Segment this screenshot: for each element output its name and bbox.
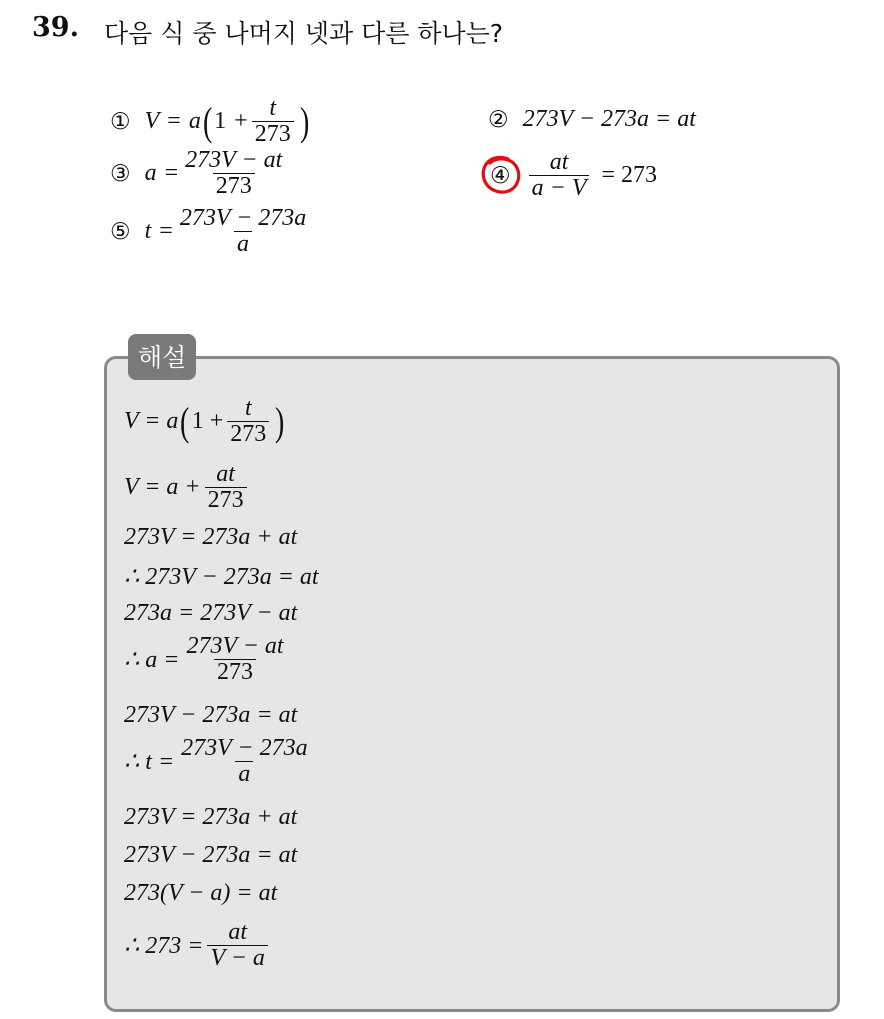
equals-sign: = bbox=[159, 218, 173, 245]
fraction-denominator: 273 bbox=[227, 421, 269, 447]
equals-sign: = bbox=[167, 108, 181, 135]
question-text: 다음 식 중 나머지 넷과 다른 하나는? bbox=[104, 19, 504, 48]
fraction-numerator: at bbox=[216, 461, 235, 487]
fraction-denominator: 273 bbox=[205, 487, 247, 513]
solution-line-12 bbox=[124, 920, 272, 971]
line-lhs: V = a + bbox=[124, 474, 201, 501]
choice-rhs: = 273 bbox=[601, 162, 658, 189]
question-number: 39. bbox=[32, 12, 79, 43]
line-lhs: ∴ a = bbox=[124, 647, 180, 674]
solution-line-6 bbox=[124, 634, 291, 685]
fraction-denominator: V − a bbox=[207, 945, 267, 971]
left-paren: ( bbox=[202, 98, 213, 144]
choice-marker: ④ bbox=[490, 162, 511, 189]
fraction bbox=[529, 150, 590, 201]
solution-line-11 bbox=[124, 880, 277, 907]
solution-line-5 bbox=[124, 600, 297, 627]
line-expression: 273V − 273a = at bbox=[124, 702, 298, 728]
line-expression: 273V = 273a + at bbox=[124, 804, 298, 830]
fraction-numerator: 273V − 273a bbox=[181, 735, 308, 761]
choice-2 bbox=[488, 106, 696, 133]
line-lhs: ∴ t = bbox=[124, 749, 175, 776]
line-expression: 273(V − a) = at bbox=[124, 880, 278, 906]
choice-5 bbox=[110, 206, 313, 257]
variable-a: a bbox=[188, 108, 201, 135]
fraction-denominator: 273 bbox=[214, 659, 256, 685]
fraction-denominator: a bbox=[235, 761, 253, 787]
fraction-numerator: 273V − 273a bbox=[179, 205, 307, 231]
fraction bbox=[207, 920, 267, 971]
choice-lhs: a bbox=[144, 160, 157, 187]
fraction bbox=[227, 396, 269, 447]
solution-line-8 bbox=[124, 736, 315, 787]
choice-marker: ⑤ bbox=[110, 218, 131, 245]
fraction-numerator: t bbox=[244, 395, 252, 421]
line-term: 1 + bbox=[191, 408, 224, 435]
right-paren: ) bbox=[275, 398, 285, 444]
right-paren: ) bbox=[299, 98, 310, 144]
choice-lhs: V bbox=[144, 108, 160, 135]
line-lhs: ∴ 273 = bbox=[124, 933, 204, 960]
fraction bbox=[178, 736, 310, 787]
fraction-denominator: a − V bbox=[529, 175, 590, 201]
choice-4 bbox=[490, 150, 657, 201]
line-expression: 273V = 273a + at bbox=[124, 524, 298, 550]
line-expression: 273a = 273V − at bbox=[124, 600, 298, 626]
line-expression: ∴ 273V − 273a = at bbox=[124, 564, 319, 590]
line-expression: 273V − 273a = at bbox=[124, 842, 298, 868]
fraction-denominator: 273 bbox=[252, 121, 294, 147]
fraction bbox=[252, 96, 294, 147]
fraction-denominator: a bbox=[234, 231, 252, 257]
fraction bbox=[182, 148, 285, 199]
fraction-numerator: t bbox=[269, 95, 277, 121]
solution-line-3 bbox=[124, 524, 297, 551]
solution-line-2 bbox=[124, 462, 251, 513]
plus-sign: + bbox=[234, 108, 248, 135]
fraction bbox=[183, 634, 286, 685]
fraction-numerator: 273V − at bbox=[186, 633, 284, 659]
left-paren: ( bbox=[180, 398, 190, 444]
choice-marker: ① bbox=[110, 108, 131, 135]
solution-line-10 bbox=[124, 842, 297, 869]
equals-sign: = bbox=[164, 160, 179, 187]
choice-expression: 273V − 273a = at bbox=[522, 106, 696, 132]
solution-line-9 bbox=[124, 804, 297, 831]
solution-line-7 bbox=[124, 702, 297, 729]
choice-marker: ③ bbox=[110, 160, 131, 187]
line-lhs: V = a bbox=[124, 408, 179, 435]
choice-marker: ② bbox=[488, 106, 509, 133]
choice-3 bbox=[110, 148, 289, 199]
fraction-numerator: at bbox=[228, 919, 248, 945]
choice-lhs: t bbox=[144, 218, 152, 245]
choice-1 bbox=[110, 96, 311, 147]
term-one: 1 bbox=[214, 108, 227, 135]
fraction bbox=[205, 462, 247, 513]
solution-line-4 bbox=[124, 562, 319, 591]
fraction-numerator: 273V − at bbox=[185, 147, 283, 173]
fraction-denominator: 273 bbox=[213, 173, 255, 199]
fraction-numerator: at bbox=[549, 149, 569, 175]
solution-tag: 해설 bbox=[128, 334, 196, 380]
solution-line-1 bbox=[124, 396, 287, 447]
fraction bbox=[177, 206, 309, 257]
